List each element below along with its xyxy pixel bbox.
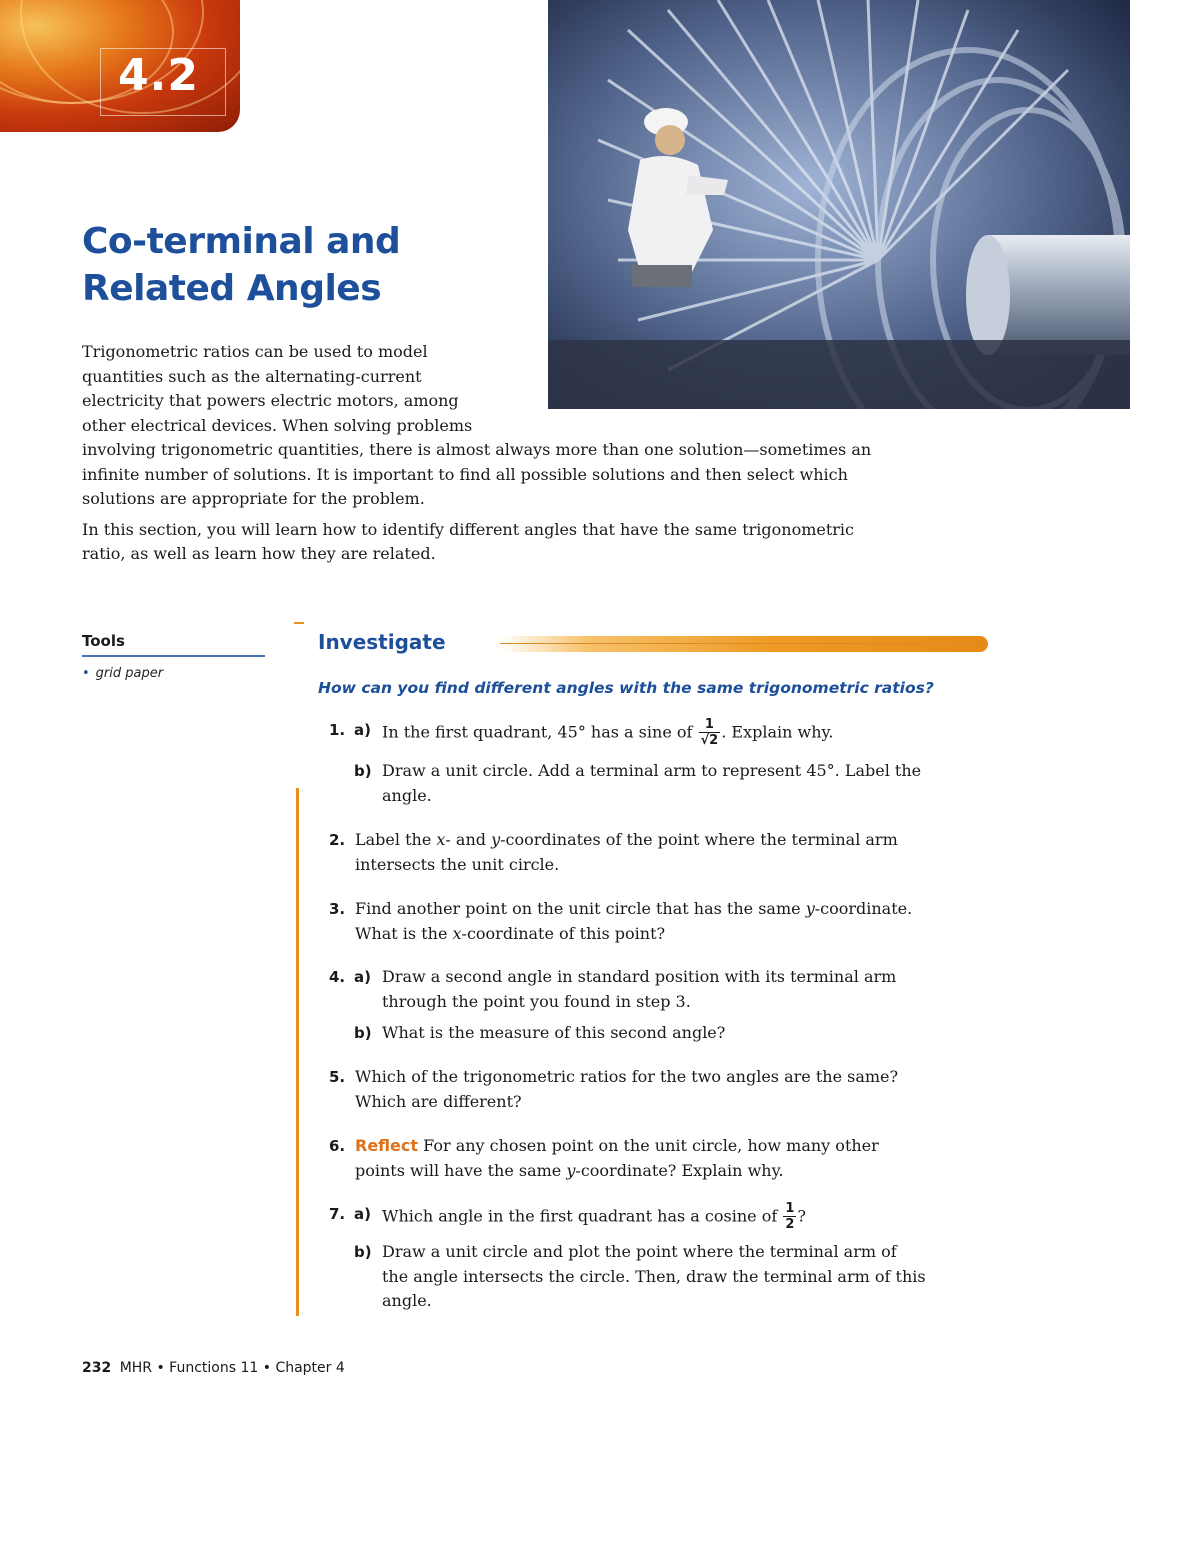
step-5-text bbox=[355, 1065, 898, 1114]
investigate-question: How can you find different angles with the same trigonometric ratios? bbox=[318, 679, 934, 697]
step-7a-text bbox=[382, 1202, 806, 1232]
step-number: 5. bbox=[329, 1068, 346, 1086]
fraction-numerator: 1 bbox=[699, 718, 721, 733]
accent-tick bbox=[294, 622, 304, 624]
step-text: Find another point on the unit circle that has the same bbox=[355, 899, 806, 918]
step-part-label: a) bbox=[354, 1205, 371, 1223]
investigate-banner-bar bbox=[500, 636, 988, 652]
intro-line: In this section, you will learn how to identify different angles that have the same trigonometric bbox=[82, 519, 855, 539]
step-text: points will have the same bbox=[355, 1160, 567, 1180]
step-number: 2. bbox=[329, 831, 346, 849]
step-line: angle. bbox=[382, 785, 432, 805]
bullet-icon: • bbox=[82, 666, 90, 681]
step-text: . Explain why. bbox=[721, 722, 834, 742]
step-1a-text bbox=[382, 718, 834, 748]
step-line: through the point you found in step 3. bbox=[382, 991, 691, 1011]
intro-line: ratio, as well as learn how they are related. bbox=[82, 544, 436, 563]
variable-y: y bbox=[805, 899, 815, 918]
step-line: intersects the unit circle. bbox=[355, 854, 560, 874]
step-text: For any chosen point on the unit circle, how many other bbox=[418, 1136, 879, 1155]
step-part-label: b) bbox=[354, 762, 372, 780]
step-text: In the first quadrant, 45° has a sine of bbox=[382, 722, 693, 742]
step-text: ? bbox=[797, 1206, 806, 1226]
tools-item-label: grid paper bbox=[95, 666, 164, 681]
step-part-label: b) bbox=[354, 1024, 372, 1042]
step-1b-text bbox=[382, 759, 921, 808]
step-line: Draw a unit circle and plot the point where the terminal arm of bbox=[382, 1242, 897, 1261]
footer-text: MHR • Functions 11 • Chapter 4 bbox=[119, 1360, 345, 1376]
page-title bbox=[82, 218, 400, 312]
step-4a-text bbox=[382, 965, 896, 1014]
tools-item bbox=[82, 666, 163, 681]
intro-line: Trigonometric ratios can be used to model bbox=[82, 342, 428, 361]
variable-y: y bbox=[566, 1160, 576, 1180]
step-part-label: a) bbox=[354, 721, 371, 739]
variable-y: y bbox=[491, 830, 501, 849]
step-text: What is the bbox=[355, 923, 453, 943]
step-number: 6. bbox=[329, 1137, 346, 1155]
page-footer bbox=[82, 1360, 345, 1376]
step-number: 7. bbox=[329, 1205, 346, 1223]
variable-x: x bbox=[436, 830, 446, 849]
step-line: angle. bbox=[382, 1291, 432, 1310]
step-text: -coordinates of the point where the terminal arm bbox=[500, 830, 898, 849]
step-line: the angle intersects the circle. Then, draw the terminal arm of this bbox=[382, 1266, 926, 1286]
intro-line: quantities such as the alternating-current bbox=[82, 366, 422, 386]
step-line: Which are different? bbox=[355, 1091, 522, 1111]
variable-x: x bbox=[452, 923, 462, 943]
step-3-text bbox=[355, 897, 912, 946]
fraction-denominator: √2 bbox=[700, 733, 719, 748]
step-text: -coordinate. bbox=[814, 899, 913, 918]
intro-paragraph-1 bbox=[82, 340, 972, 512]
step-number: 1. bbox=[329, 721, 346, 739]
step-6-text bbox=[355, 1134, 879, 1183]
step-text: Label the bbox=[355, 830, 437, 849]
step-line: Which of the trigonometric ratios for the two angles are the same? bbox=[355, 1067, 899, 1086]
title-line-2: Related Angles bbox=[82, 268, 382, 309]
step-part-label: a) bbox=[354, 968, 371, 986]
fraction-numerator: 1 bbox=[785, 1201, 795, 1216]
investigate-heading: Investigate bbox=[318, 630, 446, 654]
step-number: 4. bbox=[329, 968, 346, 986]
step-text: -coordinate? Explain why. bbox=[575, 1160, 784, 1180]
intro-line: other electrical devices. When solving problems bbox=[82, 415, 473, 435]
step-number: 3. bbox=[329, 900, 346, 918]
page-number: 232 bbox=[82, 1360, 112, 1376]
section-tab bbox=[0, 0, 240, 132]
title-line-1: Co-terminal and bbox=[82, 221, 401, 262]
intro-line: solutions are appropriate for the problem. bbox=[82, 489, 425, 508]
step-text: -coordinate of this point? bbox=[461, 923, 666, 943]
section-number: 4.2 bbox=[118, 50, 199, 101]
step-7b-text bbox=[382, 1240, 926, 1314]
fraction-one-half bbox=[783, 1202, 796, 1232]
step-4b-text: What is the measure of this second angle? bbox=[382, 1023, 726, 1042]
fraction-one-over-root-two bbox=[699, 718, 721, 748]
accent-sidebar-line bbox=[296, 788, 299, 1316]
step-line: Draw a second angle in standard position with its terminal arm bbox=[382, 967, 897, 986]
reflect-label: Reflect bbox=[355, 1136, 419, 1155]
step-line: Draw a unit circle. Add a terminal arm to represent 45°. Label the bbox=[382, 761, 922, 780]
fraction-denominator: 2 bbox=[785, 1217, 795, 1232]
intro-text bbox=[82, 340, 972, 573]
intro-paragraph-2 bbox=[82, 518, 972, 567]
step-2-text bbox=[355, 828, 898, 877]
step-part-label: b) bbox=[354, 1243, 372, 1261]
step-text: Which angle in the first quadrant has a cosine of bbox=[382, 1206, 778, 1226]
tools-heading: Tools bbox=[82, 632, 265, 657]
intro-line: electricity that powers electric motors, among bbox=[82, 391, 459, 410]
step-text: - and bbox=[445, 830, 492, 849]
intro-line: involving trigonometric quantities, there is almost always more than one solution—sometimes an bbox=[82, 440, 872, 459]
intro-line: infinite number of solutions. It is important to find all possible solutions and then select which bbox=[82, 464, 848, 484]
